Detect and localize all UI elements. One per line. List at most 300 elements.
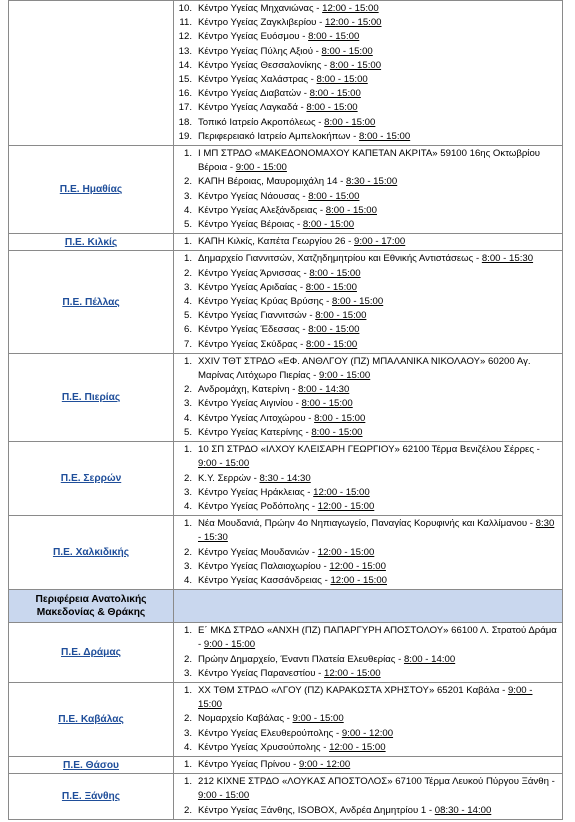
unit-row xyxy=(9,251,563,353)
item-location: Νέα Μουδανιά, Πρώην 4ο Νηπιαγωγείο, Παναγίας Κορυφινής και Καλλίμανου xyxy=(198,518,528,530)
list-item xyxy=(174,574,558,588)
item-text xyxy=(198,653,558,667)
item-number: 1. xyxy=(183,148,192,160)
list-item xyxy=(174,684,558,712)
item-hours: 8:00 - 14:30 xyxy=(298,384,350,396)
item-hours: 8:00 - 15:00 xyxy=(358,130,411,142)
list-item xyxy=(174,87,558,101)
item-separator: - xyxy=(294,219,303,231)
locations-cell xyxy=(174,146,563,234)
item-location: Νομαρχείο Καβάλας xyxy=(198,713,284,725)
item-separator: - xyxy=(297,281,306,293)
region-heading: Περιφέρεια Ανατολικής Μακεδονίας & Θράκης xyxy=(9,590,174,623)
item-text xyxy=(198,443,558,471)
list-item xyxy=(174,309,558,323)
item-location: Πρώην Δημαρχείο, Έναντι Πλατεία Ελευθερίας xyxy=(198,653,396,665)
list-item xyxy=(174,383,558,397)
item-hours: 8:00 - 15:00 xyxy=(302,219,355,231)
locations-list xyxy=(174,775,558,818)
list-item xyxy=(174,804,558,818)
item-number: 4. xyxy=(183,204,192,216)
item-location: Κέντρο Υγείας Αιγινίου xyxy=(198,398,293,410)
item-location: Κέντρο Υγείας Ζαγκλιβερίου xyxy=(198,17,317,29)
item-location: Κέντρο Υγείας Ροδόπολης xyxy=(198,500,310,512)
list-item xyxy=(174,30,558,44)
item-separator: - xyxy=(306,310,316,322)
item-separator: - xyxy=(323,296,332,308)
item-location: Κέντρο Υγείας Έδεσσας xyxy=(198,324,300,336)
list-item xyxy=(174,426,558,440)
item-separator: - xyxy=(304,486,314,498)
item-hours: 12:00 - 15:00 xyxy=(329,560,386,572)
list-item xyxy=(174,295,558,309)
item-text xyxy=(198,267,558,281)
item-separator: - xyxy=(302,426,312,438)
locations-list xyxy=(174,355,558,440)
locations-list xyxy=(174,443,558,514)
list-item xyxy=(174,267,558,281)
item-text xyxy=(198,397,558,411)
unit-name-link[interactable]: Π.Ε. Πιερίας xyxy=(61,391,121,403)
list-item xyxy=(174,741,558,755)
unit-name-cell xyxy=(9,516,174,590)
unit-row xyxy=(9,442,563,516)
item-hours: 08:30 - 14:00 xyxy=(434,804,492,816)
unit-name-link[interactable]: Π.Ε. Κιλκίς xyxy=(64,236,118,248)
locations-cell xyxy=(174,774,563,820)
locations-list xyxy=(174,624,558,681)
unit-row xyxy=(9,234,563,251)
item-hours: 8:00 - 15:00 xyxy=(306,338,358,350)
item-separator: - xyxy=(292,398,302,410)
item-number: 15. xyxy=(178,74,192,86)
item-hours: 9:00 - 15:00 xyxy=(292,713,344,725)
item-number: 4. xyxy=(183,296,192,308)
unit-name-cell xyxy=(9,682,174,756)
item-text xyxy=(198,2,558,16)
locations-list xyxy=(174,2,558,144)
item-location: Κέντρο Υγείας Σκύδρας xyxy=(198,338,298,350)
list-item xyxy=(174,712,558,726)
item-separator: - xyxy=(301,88,310,100)
item-number: 17. xyxy=(178,102,192,114)
item-number: 1. xyxy=(183,236,192,248)
item-text xyxy=(198,684,558,712)
item-text xyxy=(198,175,558,189)
item-hours: 8:00 - 15:00 xyxy=(324,116,376,128)
item-number: 14. xyxy=(178,59,192,71)
locations-list xyxy=(174,147,558,232)
locations-list xyxy=(174,684,558,755)
list-item xyxy=(174,486,558,500)
item-number: 1. xyxy=(183,776,192,788)
item-separator: - xyxy=(345,236,355,248)
item-hours: 9:00 - 15:00 xyxy=(203,639,256,651)
item-separator: - xyxy=(297,102,307,114)
item-hours: 8:00 - 15:00 xyxy=(309,88,361,100)
item-separator: - xyxy=(299,190,309,202)
item-number: 19. xyxy=(178,130,192,142)
item-number: 2. xyxy=(183,176,192,188)
item-number: 1. xyxy=(183,355,192,367)
item-hours: 9:00 - 12:00 xyxy=(298,758,351,770)
item-hours: 8:00 - 15:00 xyxy=(306,102,358,114)
item-number: 3. xyxy=(183,667,192,679)
unit-name-link[interactable]: Π.Ε. Ξάνθης xyxy=(61,790,121,802)
item-location: Κέντρο Υγείας Ηράκλειας xyxy=(198,486,305,498)
locations-list xyxy=(174,252,558,351)
item-number: 1. xyxy=(183,684,192,696)
item-separator: - xyxy=(308,74,317,86)
item-number: 3. xyxy=(183,190,192,202)
item-number: 4. xyxy=(183,500,192,512)
item-separator: - xyxy=(299,31,309,43)
item-hours: 8:00 - 15:00 xyxy=(305,281,357,293)
item-number: 2. xyxy=(183,384,192,396)
locations-cell xyxy=(174,756,563,773)
item-hours: 8:00 - 15:00 xyxy=(314,412,366,424)
item-text xyxy=(198,30,558,44)
item-text xyxy=(198,472,558,486)
item-separator: - xyxy=(527,518,536,530)
item-separator: - xyxy=(320,741,330,753)
item-location: Τοπικό Ιατρείο Ακροπόλεως xyxy=(198,116,316,128)
item-number: 2. xyxy=(183,653,192,665)
item-hours: 8:00 - 15:00 xyxy=(311,426,363,438)
unit-row xyxy=(9,756,563,773)
item-location: Κέντρο Υγείας Χρυσούπολης xyxy=(198,741,321,753)
item-number: 4. xyxy=(183,574,192,586)
item-text xyxy=(198,546,558,560)
item-hours: 12:00 - 15:00 xyxy=(330,574,387,586)
unit-row xyxy=(9,353,563,441)
item-hours: 12:00 - 15:00 xyxy=(322,3,379,14)
item-text xyxy=(198,775,558,803)
item-separator: - xyxy=(499,684,508,696)
list-item xyxy=(174,727,558,741)
item-location: Κέντρο Υγείας Μηχανιώνας xyxy=(198,3,314,14)
item-number: 3. xyxy=(183,398,192,410)
item-number: 11. xyxy=(179,17,192,29)
list-item xyxy=(174,204,558,218)
item-hours: 9:00 - 15:00 xyxy=(198,458,250,470)
item-separator: - xyxy=(350,130,359,142)
unit-name-cell xyxy=(9,353,174,441)
item-text xyxy=(198,281,558,295)
item-location: Ανδρομάχη, Κατερίνη xyxy=(198,384,290,396)
list-item xyxy=(174,667,558,681)
item-number: 1. xyxy=(183,253,192,265)
item-separator: - xyxy=(315,667,325,679)
list-item xyxy=(174,16,558,30)
item-hours: 12:00 - 15:00 xyxy=(329,741,386,753)
item-number: 2. xyxy=(183,267,192,279)
item-text xyxy=(198,667,558,681)
item-location: Κέντρο Υγείας Παλαιοχωρίου xyxy=(198,560,321,572)
list-item xyxy=(174,653,558,667)
table-body xyxy=(9,1,563,820)
list-item xyxy=(174,338,558,352)
item-separator: - xyxy=(297,338,307,350)
item-number: 16. xyxy=(178,88,192,100)
unit-name-link[interactable]: Π.Ε. Πέλλας xyxy=(62,296,120,308)
item-number: 2. xyxy=(183,546,192,558)
item-location: 10 ΣΠ ΣΤΡΔΟ «ΙΛΧΟΥ ΚΛΕΙΣΑΡΗ ΓΕΩΡΓΙΟΥ» 62100 Τέρμα Βενιζέλου Σέρρες xyxy=(198,444,534,456)
item-location: Κέντρο Υγείας Άρνισσας xyxy=(198,267,301,279)
item-text xyxy=(198,574,558,588)
locations-list xyxy=(174,758,558,772)
item-separator: - xyxy=(227,162,236,174)
list-item xyxy=(174,758,558,772)
item-text xyxy=(198,252,558,266)
item-location: Περιφερειακό Ιατρείο Αμπελοκήπων xyxy=(198,130,351,142)
list-item xyxy=(174,546,558,560)
item-separator: - xyxy=(316,17,325,29)
item-number: 10. xyxy=(178,3,192,14)
list-item xyxy=(174,252,558,266)
list-item xyxy=(174,624,558,652)
unit-name-cell xyxy=(9,442,174,516)
item-number: 3. xyxy=(183,727,192,739)
unit-name-link[interactable]: Π.Ε. Δράμας xyxy=(61,647,121,659)
unit-name-link[interactable]: Π.Ε. Θάσου xyxy=(63,759,119,771)
item-text xyxy=(198,116,558,130)
item-hours: 9:00 - 12:00 xyxy=(341,727,394,739)
list-item xyxy=(174,218,558,232)
locations-cell xyxy=(174,682,563,756)
item-text xyxy=(198,218,558,232)
item-location: 212 ΚΙΧΝΕ ΣΤΡΔΟ «ΛΟΥΚΑΣ ΑΠΟΣΤΟΛΟΣ» 67100 Τέρμα Λευκού Πύργου Ξάνθη xyxy=(198,776,549,788)
item-number: 18. xyxy=(178,116,192,128)
item-hours: 8:00 - 15:00 xyxy=(308,31,360,43)
item-text xyxy=(198,323,558,337)
item-text xyxy=(198,500,558,514)
list-item xyxy=(174,73,558,87)
item-separator: - xyxy=(320,560,330,572)
item-text xyxy=(198,383,558,397)
item-separator: - xyxy=(313,3,323,14)
item-text xyxy=(198,355,558,383)
item-hours: 9:00 - 15:00 xyxy=(198,790,250,802)
item-location: Κέντρο Υγείας Κασσάνδρειας xyxy=(198,574,322,586)
item-hours: 8:00 - 15:00 xyxy=(308,324,360,336)
item-location: Κέντρο Υγείας Κρύας Βρύσης xyxy=(198,296,324,308)
item-text xyxy=(198,804,558,818)
item-text xyxy=(198,45,558,59)
locations-cell xyxy=(174,234,563,251)
unit-row xyxy=(9,623,563,683)
item-hours: 8:00 - 15:00 xyxy=(309,267,361,279)
unit-name-cell xyxy=(9,756,174,773)
item-location: Κέντρο Υγείας Πύλης Αξιού xyxy=(198,45,314,57)
unit-name-link[interactable]: Π.Ε. Καβάλας xyxy=(58,713,124,725)
unit-name-link[interactable]: Π.Ε. Ημαθίας xyxy=(59,184,123,196)
item-text xyxy=(198,295,558,309)
item-text xyxy=(198,426,558,440)
region-row xyxy=(9,590,563,623)
item-text xyxy=(198,16,558,30)
item-text xyxy=(198,560,558,574)
item-number: 3. xyxy=(183,560,192,572)
item-number: 1. xyxy=(183,518,192,530)
unit-row xyxy=(9,682,563,756)
item-hours: 8:00 - 15:00 xyxy=(325,204,377,216)
item-location: Ε΄ ΜΚΔ ΣΤΡΔΟ «ΑΝΧΗ (ΠΖ) ΠΑΠΑΡΓΥΡΗ ΑΠΟΣΤΟΛΟΥ» 66100 Λ. Στρατού Δράμα xyxy=(198,625,557,637)
locations-cell xyxy=(174,1,563,146)
item-number: 4. xyxy=(183,741,192,753)
unit-name-cell xyxy=(9,623,174,683)
item-hours: 9:00 - 17:00 xyxy=(354,236,406,248)
item-location: Κέντρο Υγείας Λιτοχώρου xyxy=(198,412,306,424)
locations-list xyxy=(174,235,558,249)
item-text xyxy=(198,204,558,218)
list-item xyxy=(174,175,558,189)
list-item xyxy=(174,412,558,426)
item-location: Κέντρο Υγείας Ευόσμου xyxy=(198,31,300,43)
unit-name-cell xyxy=(9,1,174,146)
item-separator: - xyxy=(321,574,331,586)
item-hours: 12:00 - 15:00 xyxy=(317,500,375,512)
list-item xyxy=(174,45,558,59)
item-hours: 8:00 - 15:00 xyxy=(316,74,368,86)
item-hours: 12:00 - 15:00 xyxy=(324,667,381,679)
item-text xyxy=(198,486,558,500)
item-location: Κέντρο Υγείας Λαγκαδά xyxy=(198,102,298,114)
item-text xyxy=(198,147,558,175)
item-text xyxy=(198,59,558,73)
item-separator: - xyxy=(548,776,555,788)
item-location: Δημαρχείο Γιαννιτσών, Χατζηδημητρίου και Εθνικής Αντιστάσεως xyxy=(198,253,474,265)
item-hours: 8:00 - 15:00 xyxy=(329,59,382,71)
item-hours: 8:00 - 15:00 xyxy=(315,310,367,322)
item-text xyxy=(198,412,558,426)
item-number: 5. xyxy=(183,310,192,322)
item-location: Κέντρο Υγείας Γιαννιτσών xyxy=(198,310,307,322)
item-number: 13. xyxy=(178,45,192,57)
item-separator: - xyxy=(395,653,404,665)
item-location: Κέντρο Υγείας Χαλάστρας xyxy=(198,74,309,86)
item-separator: - xyxy=(337,176,346,188)
item-text xyxy=(198,758,558,772)
item-hours: 12:00 - 15:00 xyxy=(324,17,382,29)
item-number: 12. xyxy=(178,31,192,43)
item-number: 7. xyxy=(183,338,192,350)
item-separator: - xyxy=(533,444,540,456)
item-separator: - xyxy=(333,727,342,739)
unit-name-cell xyxy=(9,774,174,820)
list-item xyxy=(174,443,558,471)
unit-name-link[interactable]: Π.Ε. Χαλκιδικής xyxy=(52,547,130,559)
locations-cell xyxy=(174,251,563,353)
item-text xyxy=(198,517,558,545)
list-item xyxy=(174,190,558,204)
unit-name-link[interactable]: Π.Ε. Σερρών xyxy=(60,473,122,485)
item-hours: 8:30 - 15:00 xyxy=(345,176,398,188)
item-hours: 12:00 - 15:00 xyxy=(317,546,375,558)
item-hours: 8:30 - 14:30 xyxy=(259,472,311,484)
document-page xyxy=(8,0,563,820)
item-number: 2. xyxy=(183,713,192,725)
locations-cell xyxy=(174,353,563,441)
item-separator: - xyxy=(473,253,482,265)
item-text xyxy=(198,309,558,323)
item-location: Κέντρο Υγείας Διαβατών xyxy=(198,88,302,100)
item-hours: 8:00 - 15:00 xyxy=(301,398,353,410)
item-text xyxy=(198,235,558,249)
item-hours: 8:30 - 15:30 xyxy=(198,518,555,544)
unit-row xyxy=(9,516,563,590)
item-separator: - xyxy=(426,804,435,816)
item-location: ΚΑΠΗ Κιλκίς, Καπέτα Γεωργίου 26 xyxy=(198,236,346,248)
item-text xyxy=(198,190,558,204)
item-separator: - xyxy=(315,116,325,128)
list-item xyxy=(174,281,558,295)
item-hours: 8:00 - 15:00 xyxy=(308,190,360,202)
locations-list xyxy=(174,517,558,588)
list-item xyxy=(174,130,558,144)
item-separator: - xyxy=(300,267,310,279)
item-separator: - xyxy=(250,472,260,484)
item-separator: - xyxy=(317,204,326,216)
list-item xyxy=(174,101,558,115)
item-location: Κέντρο Υγείας Μουδανιών xyxy=(198,546,310,558)
item-hours: 8:00 - 14:00 xyxy=(403,653,456,665)
item-separator: - xyxy=(310,370,319,382)
item-text xyxy=(198,73,558,87)
item-separator: - xyxy=(305,412,315,424)
item-text xyxy=(198,712,558,726)
item-separator: - xyxy=(321,59,330,71)
item-separator: - xyxy=(313,45,322,57)
item-location: Κέντρο Υγείας Κατερίνης xyxy=(198,426,303,438)
item-location: XX ΤΘΜ ΣΤΡΔΟ «ΛΓΟΥ (ΠΖ) ΚΑΡΑΚΩΣΤΑ ΧΡΗΣΤΟΥ» 65201 Καβάλα xyxy=(198,684,500,696)
item-hours: 8:00 - 15:00 xyxy=(321,45,373,57)
item-number: 3. xyxy=(183,281,192,293)
item-location: Κέντρο Υγείας Αλεξάνδρειας xyxy=(198,204,318,216)
unit-name-cell xyxy=(9,146,174,234)
item-text xyxy=(198,130,558,144)
item-text xyxy=(198,727,558,741)
list-item xyxy=(174,517,558,545)
item-number: 1. xyxy=(183,758,192,770)
item-location: Κέντρο Υγείας Ελευθερούπολης xyxy=(198,727,334,739)
item-location: Ι ΜΠ ΣΤΡΔΟ «ΜΑΚΕΔΟΝΟΜΑΧΟΥ ΚΑΠΕΤΑΝ ΑΚΡΙΤΑ» 59100 16ης Οκτωβρίου Βέροια xyxy=(198,148,541,174)
item-separator: - xyxy=(198,639,204,651)
unit-name-cell xyxy=(9,251,174,353)
item-number: 5. xyxy=(183,219,192,231)
item-separator: - xyxy=(309,546,318,558)
item-text xyxy=(198,741,558,755)
list-item xyxy=(174,472,558,486)
item-number: 4. xyxy=(183,412,192,424)
item-hours: 8:00 - 15:00 xyxy=(331,296,384,308)
region-heading-fill xyxy=(174,590,563,623)
item-text xyxy=(198,624,558,652)
item-text xyxy=(198,101,558,115)
item-location: XXIV ΤΘΤ ΣΤΡΔΟ «ΕΦ. ΑΝΘΛΓΟΥ (ΠΖ) ΜΠΑΛΑΝΙΚΑ ΝΙΚΟΛΑΟΥ» 60200 Αγ. Μαρίνας Λιτόχωρο Πιερίας xyxy=(198,355,531,382)
list-item xyxy=(174,560,558,574)
item-text xyxy=(198,87,558,101)
item-number: 1. xyxy=(183,444,192,456)
item-location: ΚΑΠΗ Βέροιας, Μαυρομιχάλη 14 xyxy=(198,176,338,188)
list-item xyxy=(174,116,558,130)
item-location: Κέντρο Υγείας Αριδαίας xyxy=(198,281,298,293)
item-hours: 9:00 - 15:00 xyxy=(235,162,287,174)
list-item xyxy=(174,147,558,175)
item-location: Κέντρο Υγείας Ξάνθης, ISOBOX, Ανδρέα Δημητρίου 1 xyxy=(198,804,427,816)
item-text xyxy=(198,338,558,352)
list-item xyxy=(174,323,558,337)
